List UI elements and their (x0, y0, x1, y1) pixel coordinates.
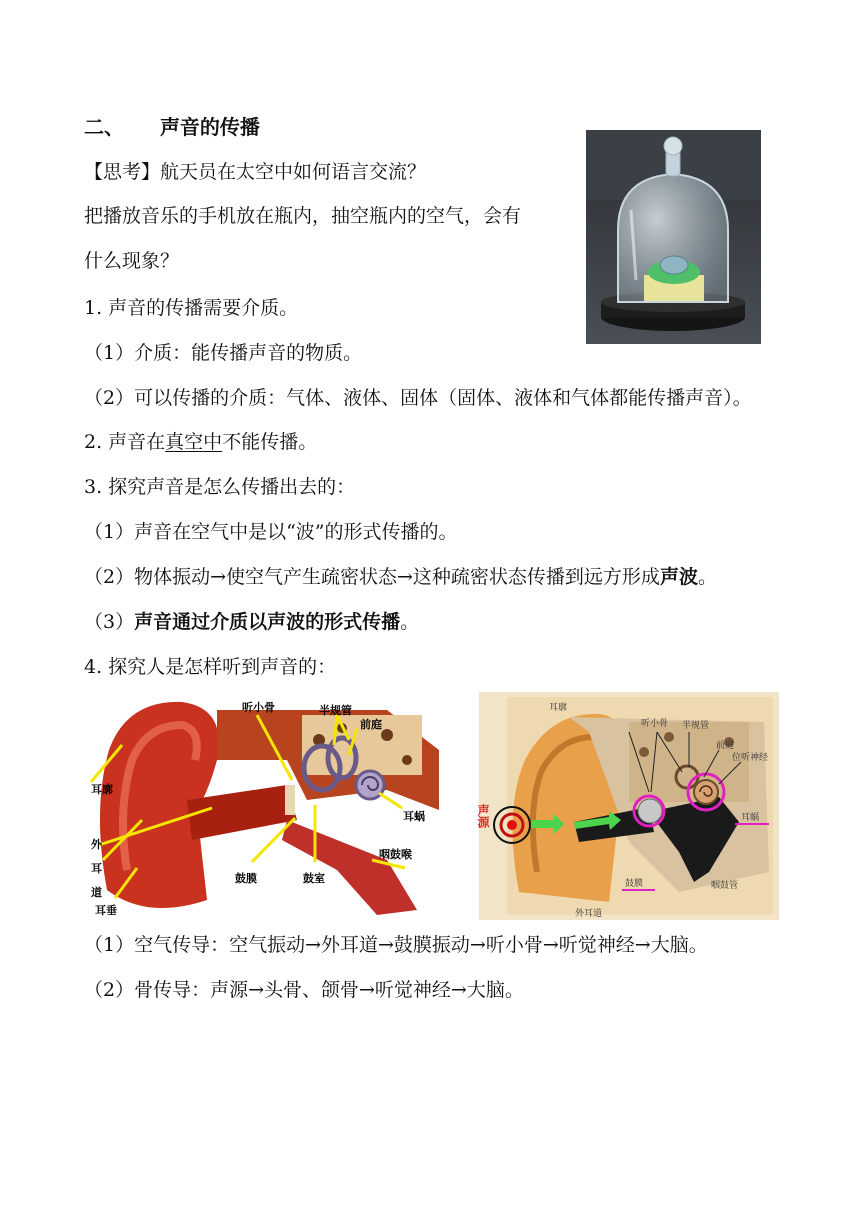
rlabel-gumo: 鼓膜 (625, 879, 644, 889)
think-text: 航天员在太空中如何语言交流？ (160, 161, 427, 183)
point-4: 4. 探究人是怎样听到声音的： (84, 656, 337, 678)
ear-diagram-right (476, 692, 779, 920)
point-1-1: （1）介质：能传播声音的物质。 (84, 342, 363, 364)
point-2 (84, 429, 317, 455)
label-erchui: 耳垂 (95, 904, 117, 917)
point-2-underlined: 真空中 (165, 431, 223, 453)
section-heading (84, 114, 260, 140)
rlabel-waierdao: 外耳道 (575, 909, 603, 919)
label-dao: 道 (91, 886, 102, 899)
point-4-1: （1）空气传导：空气振动→外耳道→鼓膜振动→听小骨→听觉神经→大脑。 (84, 934, 708, 956)
point-3-3-c: 。 (400, 611, 420, 633)
point-3-2-a: （2）物体振动→使空气产生疏密状态→这种疏密状态传播到远方形成 (84, 566, 660, 588)
section-number: 二、 (84, 115, 124, 139)
point-3: 3. 探究声音是怎么传播出去的： (84, 476, 356, 498)
think-question (84, 159, 426, 185)
rlabel-tingxiaogu: 听小骨 (641, 719, 669, 729)
rlabel-qianting: 前庭 (716, 741, 735, 751)
point-3-2-bold: 声波 (659, 566, 698, 588)
ear-diagram-left (87, 690, 439, 922)
label-yangu: 咽鼓喉 (379, 848, 412, 861)
point-3-1: （1）声音在空气中是以“波”的形式传播的。 (84, 521, 458, 543)
point-3-2-c: 。 (697, 566, 717, 588)
label-wai: 外 (91, 838, 102, 851)
rlabel-weitingshenjing: 位听神经 (732, 753, 769, 763)
section-title: 声音的传播 (159, 115, 260, 139)
point-3-3-bold: 声音通过介质以声波的形式传播 (134, 611, 401, 633)
label-erkuo: 耳廓 (91, 783, 113, 796)
point-3-3-a: （3） (84, 611, 135, 633)
rlabel-yangu: 咽鼓管 (711, 881, 739, 891)
point-1-2: （2）可以传播的介质：气体、液体、固体（固体、液体和气体都能传播声音）。 (84, 387, 752, 409)
label-banguiguan: 半规管 (319, 704, 352, 717)
point-2-b: 不能传播。 (222, 431, 318, 453)
intro-line-2: 什么现象？ (84, 250, 180, 272)
rlabel-shengyuan: 声源 (476, 804, 490, 828)
point-3-2 (84, 564, 717, 590)
rlabel-banguiguan: 半规管 (682, 721, 710, 731)
point-1: 1. 声音的传播需要介质。 (84, 297, 299, 319)
label-gushi: 鼓室 (303, 872, 325, 885)
point-4-2: （2）骨传导：声源→头骨、颌骨→听觉神经→大脑。 (84, 979, 524, 1001)
rlabel-erwo: 耳蜗 (741, 813, 760, 823)
label-er: 耳 (91, 862, 102, 875)
intro-line-1: 把播放音乐的手机放在瓶内，抽空瓶内的空气，会有 (84, 205, 522, 227)
label-qianting: 前庭 (360, 718, 382, 731)
label-tingxiaogu: 听小骨 (242, 701, 275, 714)
point-2-a: 2. 声音在 (84, 431, 166, 453)
point-3-3 (84, 609, 419, 635)
think-tag: 【思考】 (84, 161, 161, 183)
rlabel-erkuo: 耳廓 (549, 703, 568, 713)
label-gumo: 鼓膜 (235, 872, 257, 885)
label-erwo: 耳蜗 (403, 810, 425, 823)
bell-jar-photo (586, 130, 761, 344)
